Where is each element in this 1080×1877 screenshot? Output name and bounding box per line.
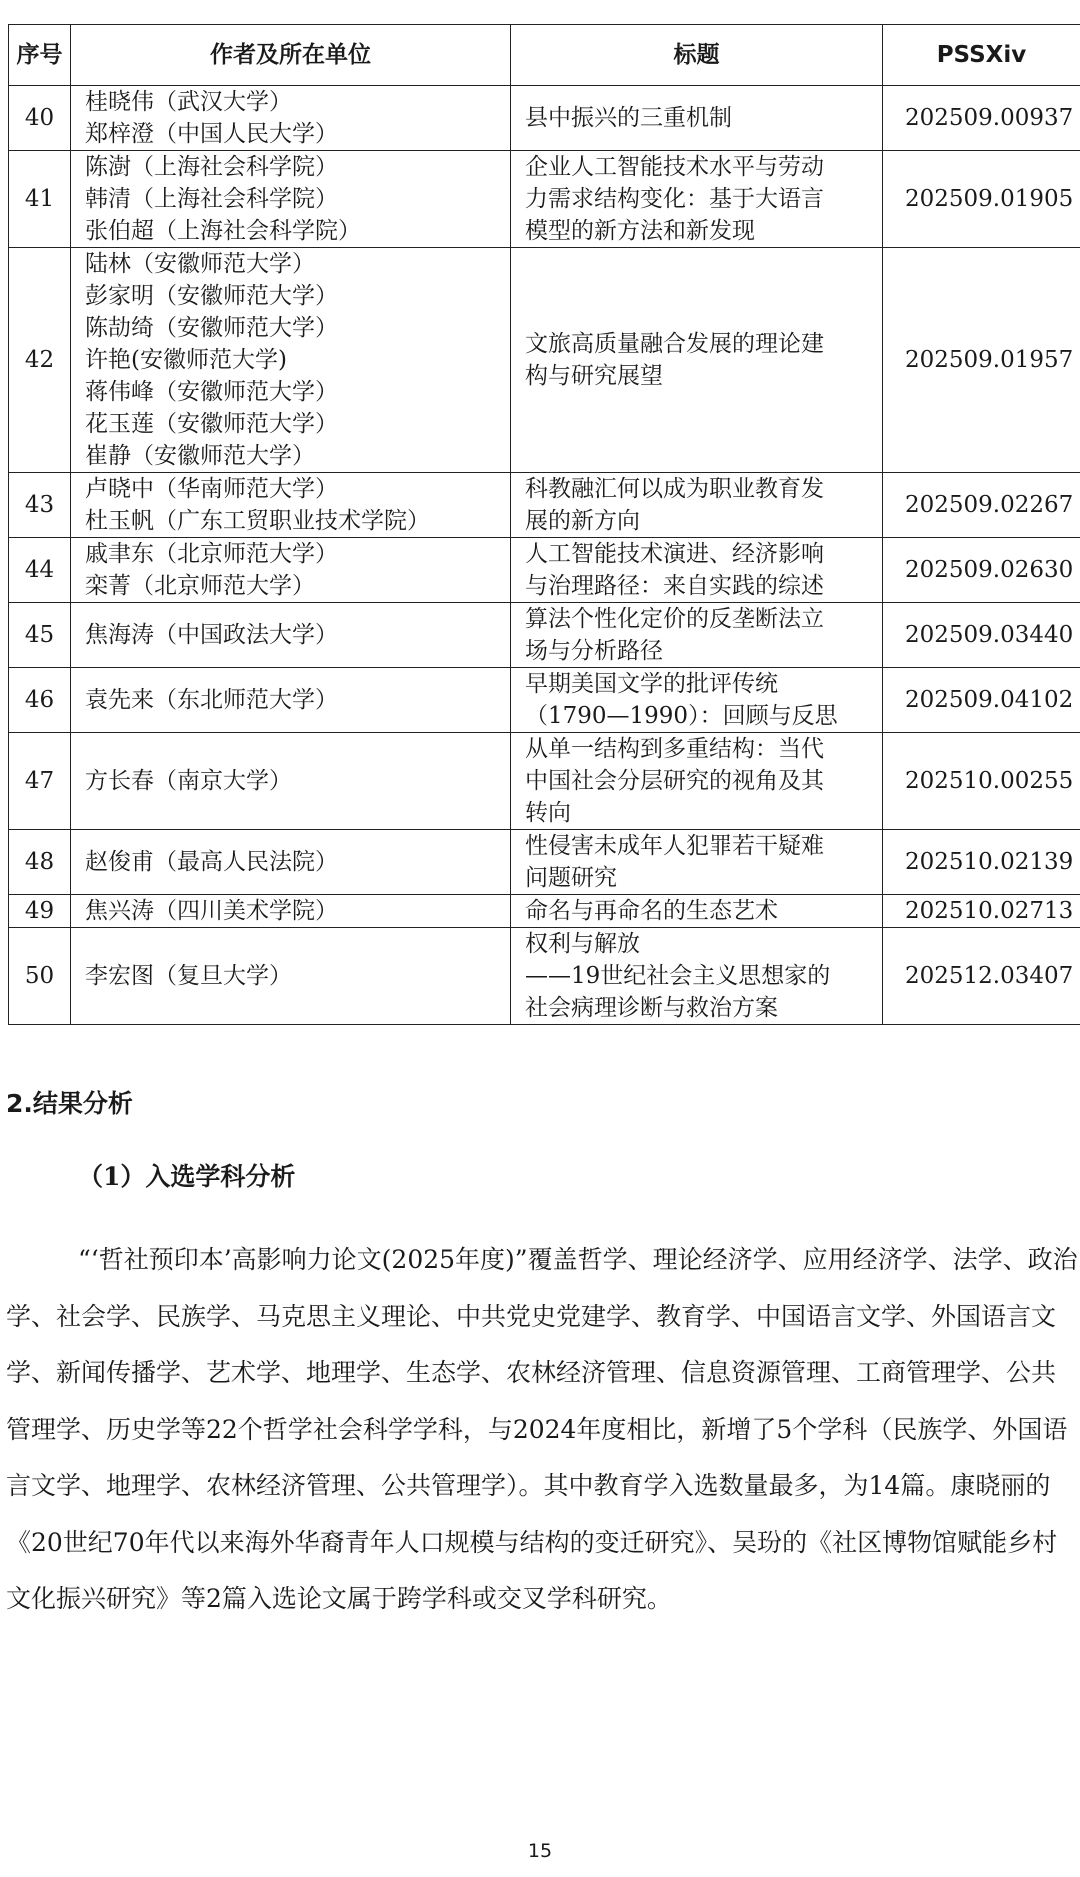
page-number: 15 [527,1840,553,1862]
author-line: 陈澍（上海社会科学院） [85,154,338,180]
papers-table [8,24,1080,1025]
cell-authors [71,895,511,928]
table-row [9,473,1080,538]
cell-title [511,830,883,895]
cell-title [511,538,883,603]
cell-authors [71,668,511,733]
cell-no: 49 [9,895,71,928]
cell-pssxiv-id: 202512.03407 [883,928,1080,1025]
cell-title [511,733,883,830]
author-line: 韩清（上海社会科学院） [85,186,338,212]
sub-heading: （1）入选学科分析 [78,1162,296,1191]
author-line: 崔静（安徽师范大学） [85,443,315,469]
header-authors: 作者及所在单位 [71,25,511,86]
title-line: 模型的新方法和新发现 [525,218,755,244]
author-line: 卢晓中（华南师范大学） [85,476,338,502]
author-line: 杜玉帆（广东工贸职业技术学院） [85,508,430,534]
table-body [9,86,1080,1025]
author-line: 方长春（南京大学） [85,768,292,794]
cell-no: 43 [9,473,71,538]
author-line: 张伯超（上海社会科学院） [85,218,361,244]
cell-no: 40 [9,86,71,151]
title-line: 力需求结构变化：基于大语言 [525,186,824,212]
cell-authors [71,733,511,830]
title-line: 文旅高质量融合发展的理论建 [525,331,824,357]
table-row [9,603,1080,668]
author-line: 焦海涛（中国政法大学） [85,622,338,648]
cell-no: 44 [9,538,71,603]
cell-authors [71,248,511,473]
author-line: 桂晓伟（武汉大学） [85,89,292,115]
title-line: 科教融汇何以成为职业教育发 [525,476,824,502]
title-line: 权利与解放 [525,931,640,957]
title-line: 企业人工智能技术水平与劳动 [525,154,824,180]
cell-authors [71,603,511,668]
cell-authors [71,538,511,603]
title-line: 问题研究 [525,865,617,891]
author-line: 许艳(安徽师范大学) [85,347,287,373]
title-line: 社会病理诊断与救治方案 [525,995,778,1021]
title-line: 构与研究展望 [525,363,663,389]
cell-title [511,151,883,248]
cell-title [511,248,883,473]
body-paragraph: “‘哲社预印本’高影响力论文(2025年度)”覆盖哲学、理论经济学、应用经济学、法学、政治学、社会学、民族学、马克思主义理论、中共党史党建学、教育学、中国语言文学、外国语言文学、新闻传播学、艺术学、地理学、生态学、农林经济管理、信息资源管理、工商管理学、公共管理学、历史学等22个哲学社会科学学科，与2024年度相比，新增了5个学科（民族学、外国语言文学、地理学、农林经济管理、公共管理学）。其中教育学入选数量最多，为14篇。康晓丽的《20世纪70年代以来海外华裔青年人口规模与结构的变迁研究》、吴玢的《社区博物馆赋能乡村文化振兴研究》等2篇入选论文属于跨学科或交叉学科研究。 [6,1245,1078,1613]
cell-pssxiv-id: 202509.01905 [883,151,1080,248]
cell-title [511,603,883,668]
author-line: 李宏图（复旦大学） [85,963,292,989]
cell-title [511,668,883,733]
cell-no: 46 [9,668,71,733]
table-row [9,668,1080,733]
cell-no: 48 [9,830,71,895]
author-line: 袁先来（东北师范大学） [85,687,338,713]
cell-authors [71,928,511,1025]
title-line: 中国社会分层研究的视角及其 [525,768,824,794]
cell-pssxiv-id: 202509.00937 [883,86,1080,151]
table-row [9,895,1080,928]
title-line: 算法个性化定价的反垄断法立 [525,606,824,632]
author-line: 花玉莲（安徽师范大学） [85,411,338,437]
cell-pssxiv-id: 202509.02630 [883,538,1080,603]
cell-pssxiv-id: 202509.03440 [883,603,1080,668]
cell-title [511,928,883,1025]
cell-title [511,473,883,538]
cell-pssxiv-id: 202510.02713 [883,895,1080,928]
author-line: 彭家明（安徽师范大学） [85,283,338,309]
title-line: 性侵害未成年人犯罪若干疑难 [525,833,824,859]
table-row [9,151,1080,248]
title-line: 展的新方向 [525,508,640,534]
author-line: 陆林（安徽师范大学） [85,251,315,277]
cell-pssxiv-id: 202509.01957 [883,248,1080,473]
author-line: 栾菁（北京师范大学） [85,573,315,599]
cell-title [511,86,883,151]
cell-authors [71,830,511,895]
title-line: 转向 [525,800,571,826]
title-line: 早期美国文学的批评传统 [525,671,778,697]
title-line: 县中振兴的三重机制 [525,105,732,131]
cell-pssxiv-id: 202510.02139 [883,830,1080,895]
table-row [9,830,1080,895]
title-line: 从单一结构到多重结构：当代 [525,736,824,762]
cell-no: 47 [9,733,71,830]
title-line: ——19世纪社会主义思想家的 [525,963,831,989]
section-heading: 2.结果分析 [6,1089,133,1118]
table-row [9,86,1080,151]
author-line: 焦兴涛（四川美术学院） [85,898,338,924]
cell-pssxiv-id: 202509.04102 [883,668,1080,733]
author-line: 郑梓澄（中国人民大学） [85,121,338,147]
table-row [9,928,1080,1025]
cell-no: 50 [9,928,71,1025]
author-line: 赵俊甫（最高人民法院） [85,849,338,875]
cell-title [511,895,883,928]
header-no: 序号 [9,25,71,86]
author-line: 蒋伟峰（安徽师范大学） [85,379,338,405]
title-line: 与治理路径：来自实践的综述 [525,573,824,599]
author-line: 戚聿东（北京师范大学） [85,541,338,567]
title-line: 人工智能技术演进、经济影响 [525,541,824,567]
title-line: 场与分析路径 [525,638,663,664]
cell-pssxiv-id: 202509.02267 [883,473,1080,538]
table-row [9,733,1080,830]
author-line: 陈劼绮（安徽师范大学） [85,315,338,341]
cell-authors [71,86,511,151]
cell-pssxiv-id: 202510.00255 [883,733,1080,830]
cell-no: 45 [9,603,71,668]
title-line: （1790—1990）：回顾与反思 [525,703,838,729]
cell-no: 42 [9,248,71,473]
title-line: 命名与再命名的生态艺术 [525,898,778,924]
header-id: PSSXiv [883,25,1080,86]
cell-no: 41 [9,151,71,248]
table-row [9,538,1080,603]
table-header-row [9,25,1080,86]
header-title: 标题 [511,25,883,86]
cell-authors [71,151,511,248]
cell-authors [71,473,511,538]
table-row [9,248,1080,473]
